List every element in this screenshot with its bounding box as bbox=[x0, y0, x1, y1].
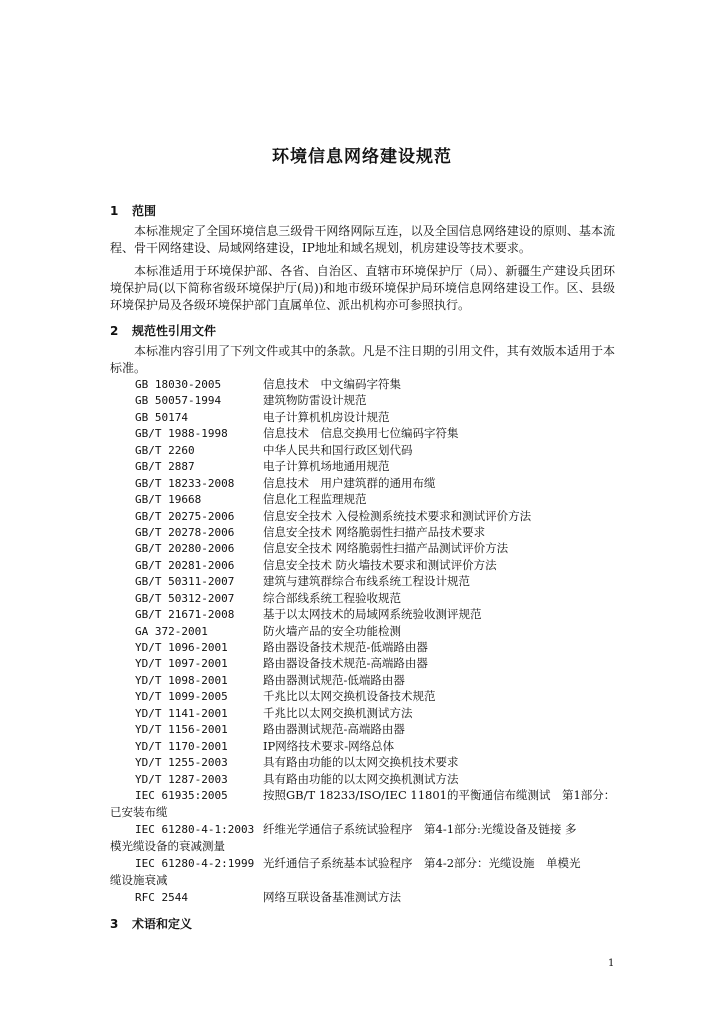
reference-code: GB 50174 bbox=[135, 410, 188, 424]
reference-item bbox=[110, 475, 620, 491]
reference-code: GB/T 20280-2006 bbox=[135, 542, 235, 556]
reference-name-continued: 已安装布缆 bbox=[110, 805, 168, 820]
reference-name: 纤维光学通信子系统试验程序 第4-1部分:光缆设备及链接 多 bbox=[263, 821, 577, 836]
reference-item bbox=[110, 754, 620, 770]
reference-code: YD/T 1097-2001 bbox=[135, 657, 228, 671]
reference-name: 基于以太网技术的局域网系统验收测评规范 bbox=[263, 607, 482, 622]
reference-name: 信息化工程监理规范 bbox=[263, 492, 367, 507]
reference-name: 具有路由功能的以太网交换机技术要求 bbox=[263, 755, 459, 770]
page-number: 1 bbox=[608, 958, 615, 969]
section-1-paragraph-1: 本标准规定了全国环境信息三级骨干网络网际互连，以及全国信息网络建设的原则、基本流程、骨干网络建设、局域网络建设，IP地址和域名规划，机房建设等技术要求。 bbox=[110, 224, 615, 255]
reference-item bbox=[110, 524, 620, 540]
reference-code: YD/T 1098-2001 bbox=[135, 673, 228, 687]
reference-name: 路由器设备技术规范-低端路由器 bbox=[263, 640, 428, 654]
reference-item bbox=[110, 623, 620, 639]
reference-item bbox=[110, 590, 620, 606]
section-3-title: 术语和定义 bbox=[132, 917, 193, 931]
reference-name: 信息安全技术 入侵检测系统技术要求和测试评价方法 bbox=[263, 508, 532, 523]
reference-code: YD/T 1096-2001 bbox=[135, 641, 228, 654]
reference-item bbox=[110, 639, 620, 655]
section-2-heading bbox=[110, 322, 216, 339]
reference-item bbox=[110, 889, 620, 905]
reference-code: GB/T 20278-2006 bbox=[135, 525, 235, 539]
reference-name: 网络互联设备基准测试方法 bbox=[263, 889, 401, 904]
reference-item bbox=[110, 442, 620, 458]
reference-code: GB/T 1988-1998 bbox=[135, 427, 228, 441]
reference-item bbox=[110, 738, 620, 754]
reference-name: 按照GB/T 18233/ISO/IEC 11801的平衡通信布缆测试 第1部分： bbox=[263, 787, 616, 802]
reference-name: 路由器测试规范-低端路由器 bbox=[263, 672, 405, 687]
section-2-number: 2 bbox=[110, 324, 119, 338]
reference-code: YD/T 1255-2003 bbox=[135, 756, 228, 770]
reference-name: 信息安全技术 防火墙技术要求和测试评价方法 bbox=[263, 557, 497, 572]
page-title: 环境信息网络建设规范 bbox=[272, 147, 452, 167]
reference-code: GB/T 50311-2007 bbox=[135, 575, 235, 589]
reference-code: RFC 2544 bbox=[135, 890, 188, 904]
reference-item bbox=[110, 821, 620, 855]
reference-item bbox=[110, 376, 620, 392]
section-1-title: 范围 bbox=[132, 204, 157, 218]
reference-name: 路由器设备技术规范-高端路由器 bbox=[263, 656, 428, 671]
section-1-number: 1 bbox=[110, 204, 119, 218]
reference-name: 光纤通信子系统基本试验程序 第4-2部分：光缆设施 单模光 bbox=[263, 855, 581, 870]
reference-name: 信息技术 中文编码字符集 bbox=[263, 377, 401, 391]
reference-name: 信息安全技术 网络脆弱性扫描产品测试评价方法 bbox=[263, 541, 509, 556]
reference-code: GB 18030-2005 bbox=[135, 378, 222, 391]
reference-code: YD/T 1170-2001 bbox=[135, 739, 228, 753]
reference-code: GB/T 21671-2008 bbox=[135, 608, 235, 622]
reference-item bbox=[110, 425, 620, 441]
reference-name: 建筑与建筑群综合布线系统工程设计规范 bbox=[263, 574, 470, 589]
reference-name: 电子计算机机房设计规范 bbox=[263, 409, 390, 424]
section-1-heading bbox=[110, 202, 156, 219]
reference-item bbox=[110, 392, 620, 408]
reference-item bbox=[110, 573, 620, 589]
reference-name: 建筑物防雷设计规范 bbox=[263, 393, 367, 408]
reference-code: GB/T 20275-2006 bbox=[135, 509, 235, 523]
reference-item bbox=[110, 540, 620, 556]
reference-item bbox=[110, 787, 620, 821]
reference-item bbox=[110, 491, 620, 507]
reference-code: GA 372-2001 bbox=[135, 624, 208, 638]
reference-name: 电子计算机场地通用规范 bbox=[263, 459, 390, 474]
reference-item bbox=[110, 606, 620, 622]
reference-name: 信息安全技术 网络脆弱性扫描产品技术要求 bbox=[263, 524, 486, 539]
reference-name: 信息技术 用户建筑群的通用布缆 bbox=[263, 475, 436, 490]
reference-name: IP网络技术要求-网络总体 bbox=[263, 738, 395, 753]
reference-item bbox=[110, 508, 620, 524]
reference-name-continued: 模光缆设备的衰减测量 bbox=[110, 839, 225, 854]
reference-name: 信息技术 信息交换用七位编码字符集 bbox=[263, 426, 459, 441]
section-3-number: 3 bbox=[110, 917, 119, 931]
reference-code: YD/T 1141-2001 bbox=[135, 706, 228, 720]
section-3-heading bbox=[110, 915, 192, 932]
reference-code: GB/T 18233-2008 bbox=[135, 476, 235, 490]
reference-name-continued: 缆设施衰减 bbox=[110, 873, 168, 888]
reference-item bbox=[110, 855, 620, 889]
reference-code: GB 50057-1994 bbox=[135, 394, 222, 408]
reference-list bbox=[110, 376, 620, 905]
reference-code: IEC 61935:2005 bbox=[135, 788, 228, 802]
section-1-paragraph-2: 本标准适用于环境保护部、各省、自治区、直辖市环境保护厅（局）、新疆生产建设兵团环境保护局(以下简称省级环境保护厅(局))和地市级环境保护局环境信息网络建设工作。区、县级环境保护局及各级环境保护部门直属单位、派出机构亦可参照执行。 bbox=[110, 264, 615, 312]
reference-code: YD/T 1156-2001 bbox=[135, 723, 228, 737]
reference-name: 综合部线系统工程验收规范 bbox=[263, 590, 401, 605]
reference-name: 具有路由功能的以太网交换机测试方法 bbox=[263, 771, 459, 786]
reference-code: GB/T 2887 bbox=[135, 460, 195, 474]
reference-item bbox=[110, 705, 620, 721]
reference-code: GB/T 50312-2007 bbox=[135, 591, 235, 605]
reference-code: GB/T 20281-2006 bbox=[135, 558, 235, 572]
reference-item bbox=[110, 409, 620, 425]
reference-item bbox=[110, 688, 620, 704]
reference-name: 防火墙产品的安全功能检测 bbox=[263, 623, 401, 638]
reference-item bbox=[110, 655, 620, 671]
reference-name: 路由器测试规范-高端路由器 bbox=[263, 722, 405, 737]
section-2-intro: 本标准内容引用了下列文件或其中的条款。凡是不注日期的引用文件，其有效版本适用于本标准。 bbox=[110, 344, 615, 375]
reference-name: 千兆比以太网交换机测试方法 bbox=[263, 705, 413, 720]
reference-item bbox=[110, 672, 620, 688]
reference-code: YD/T 1287-2003 bbox=[135, 772, 228, 786]
reference-code: IEC 61280-4-1:2003 bbox=[135, 822, 255, 836]
section-2-title: 规范性引用文件 bbox=[132, 324, 217, 338]
reference-code: GB/T 19668 bbox=[135, 493, 202, 507]
reference-code: YD/T 1099-2005 bbox=[135, 690, 228, 704]
reference-name: 千兆比以太网交换机设备技术规范 bbox=[263, 689, 436, 704]
reference-code: IEC 61280-4-2:1999 bbox=[135, 856, 255, 870]
reference-item bbox=[110, 458, 620, 474]
reference-name: 中华人民共和国行政区划代码 bbox=[263, 442, 413, 457]
reference-item bbox=[110, 557, 620, 573]
reference-code: GB/T 2260 bbox=[135, 443, 195, 457]
reference-item bbox=[110, 721, 620, 737]
reference-item bbox=[110, 771, 620, 787]
